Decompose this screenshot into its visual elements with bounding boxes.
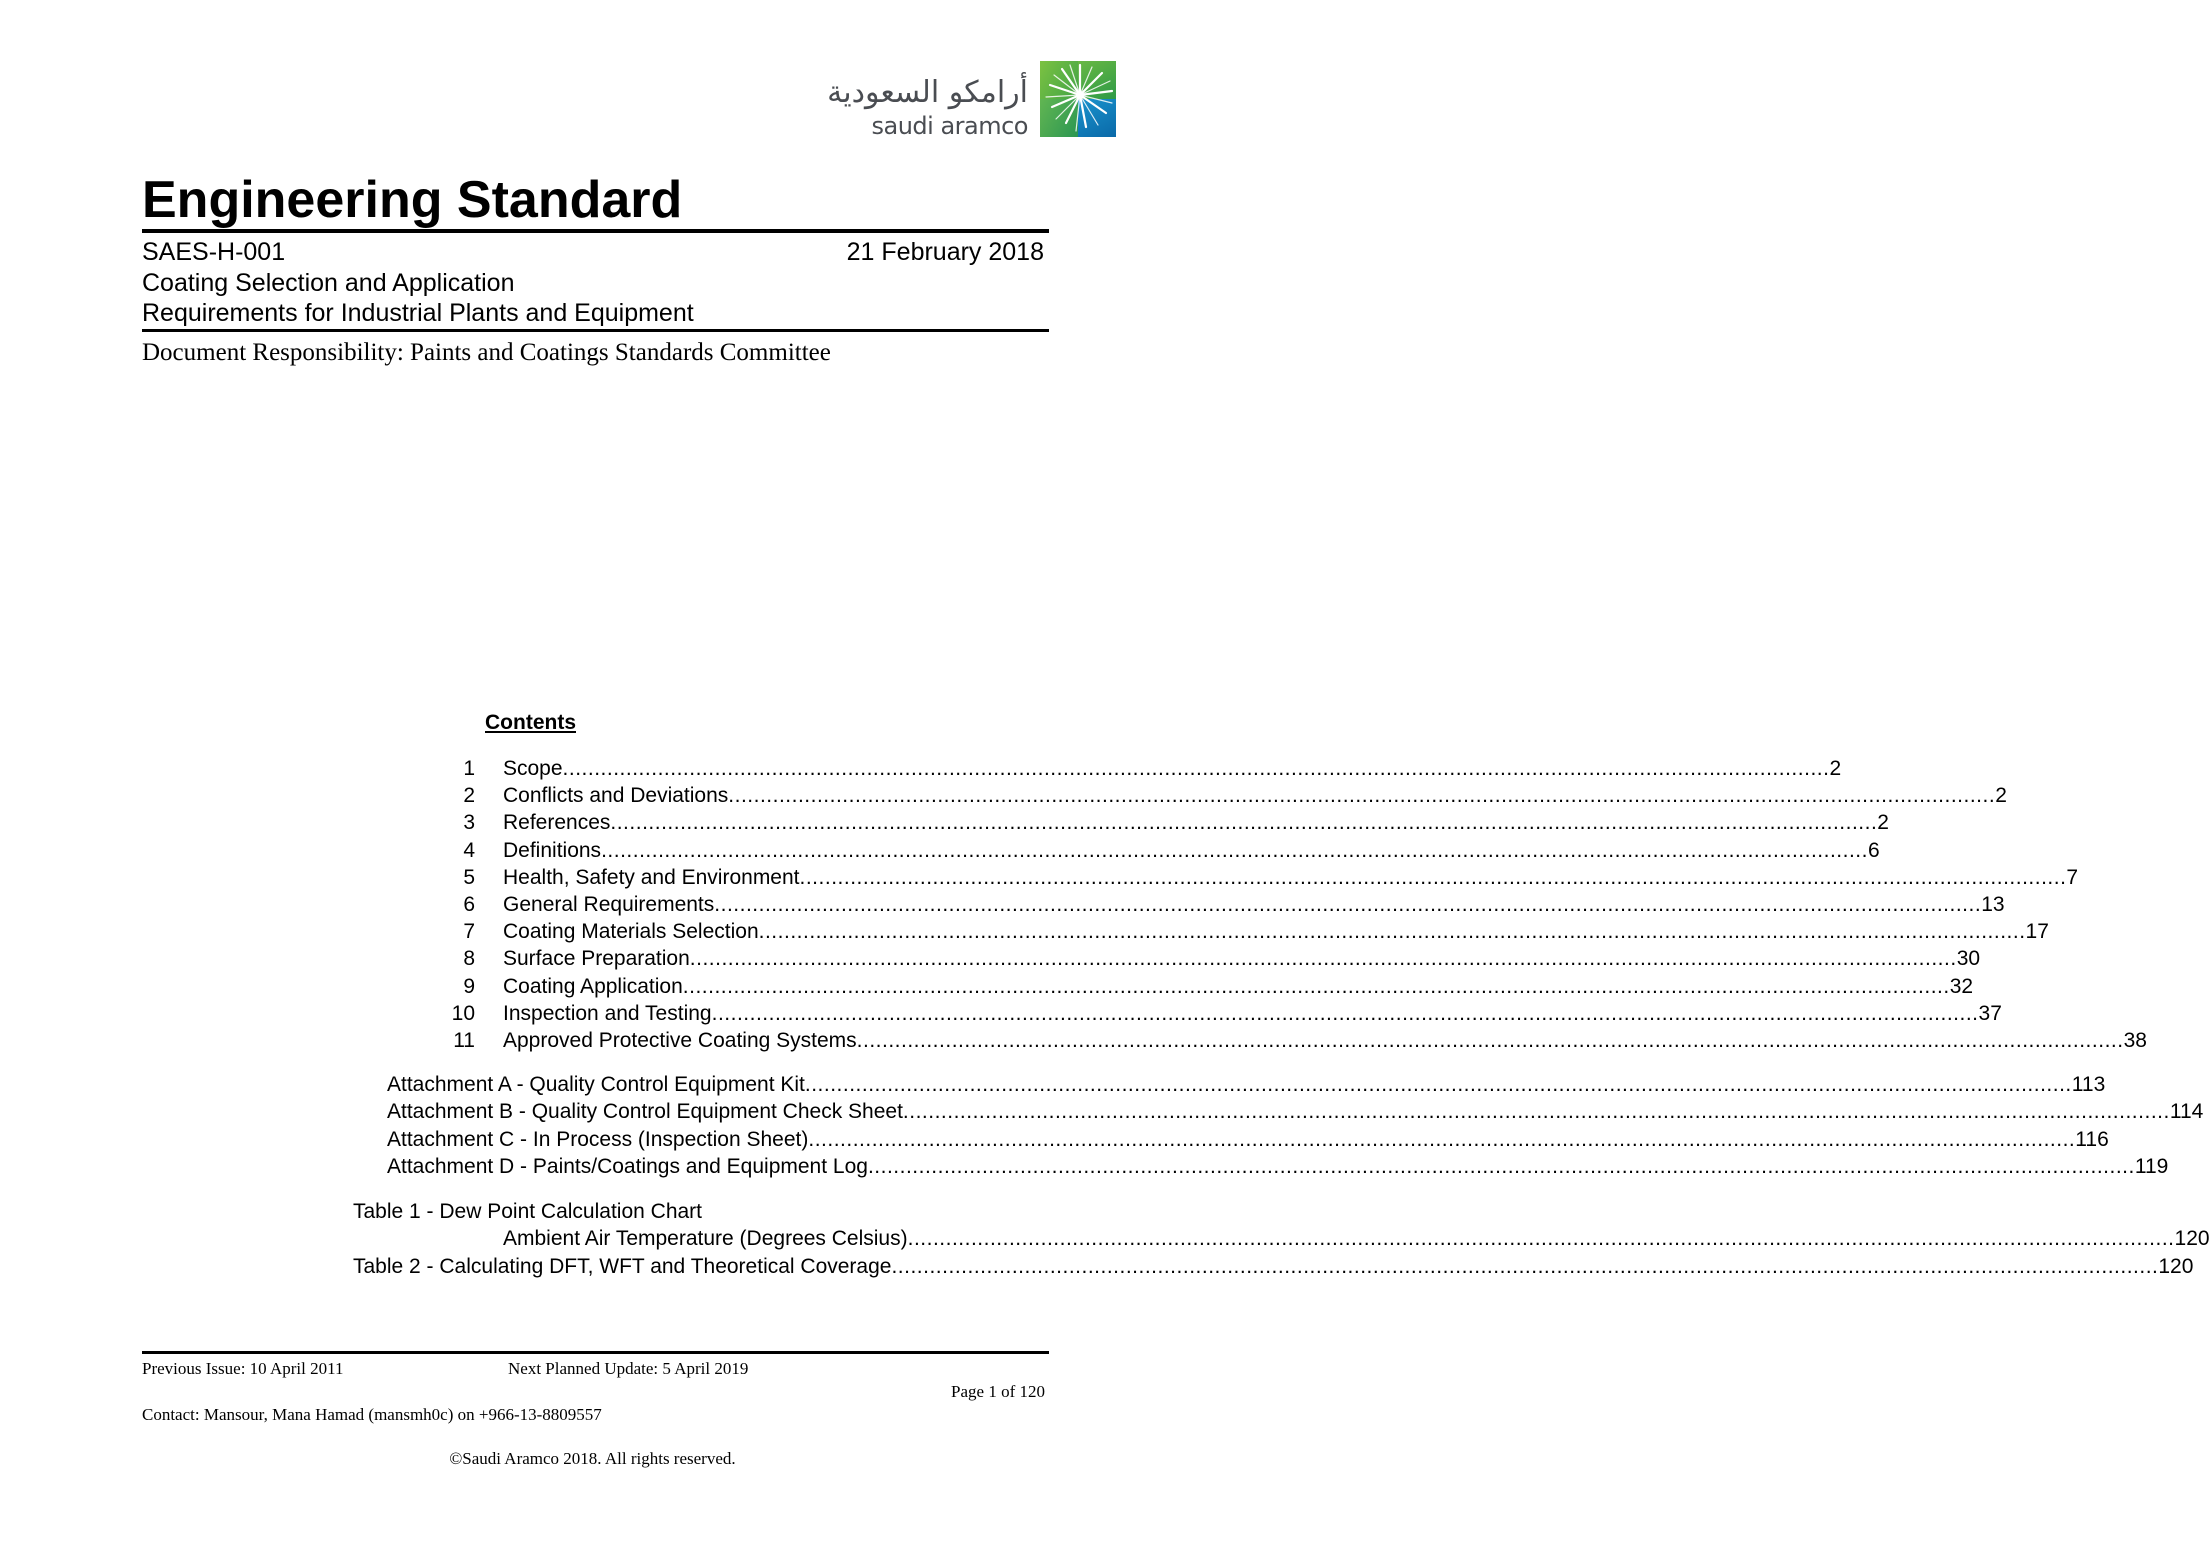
toc-item-page: 38: [2123, 1028, 2147, 1052]
next-planned-update: Next Planned Update: 5 April 2019: [508, 1359, 749, 1378]
table-item[interactable]: [0, 1198, 1200, 1225]
toc-item-number: 1: [463, 757, 475, 780]
footer-rule: [142, 1351, 1049, 1354]
toc-item-title: Scope: [503, 757, 563, 780]
toc-item-number: 2: [463, 784, 475, 808]
attachment-page: 113: [2071, 1073, 2106, 1096]
toc-leader-dots: ........................................................................................................................................................................................................: [907, 1227, 2175, 1251]
toc-item-title: Surface Preparation: [503, 947, 690, 971]
attachment-title: Attachment B - Quality Control Equipment Check Sheet: [387, 1100, 903, 1124]
toc-item[interactable]: [0, 755, 1842, 782]
toc-leader-dots: ........................................................................................................................................................................................................: [804, 1073, 2072, 1096]
contents-heading: Contents: [485, 711, 576, 734]
toc-item[interactable]: [0, 1000, 2002, 1027]
toc-item-page: 7: [2066, 865, 2079, 889]
toc-item-number: 9: [463, 974, 475, 998]
toc-item-title: Definitions: [503, 838, 602, 862]
toc-item-title: Coating Application: [503, 974, 683, 998]
toc-item-page: 30: [1956, 947, 1981, 971]
toc-item-page: 13: [1981, 892, 2005, 916]
toc-item-number: 3: [463, 811, 475, 835]
doc-responsibility: Document Responsibility: Paints and Coatings Standards Committee: [142, 339, 831, 366]
aramco-star-icon: [1040, 61, 1116, 137]
doc-type-heading: Engineering Standard: [142, 171, 683, 229]
logo-arabic-text: أرامكو السعودية: [827, 75, 1028, 110]
toc-item-title: General Requirements: [503, 892, 715, 916]
toc-item[interactable]: [0, 945, 1981, 972]
toc-item-number: 6: [463, 892, 475, 916]
toc-item-page: 6: [1867, 838, 1880, 862]
toc-item-number: 10: [451, 1001, 475, 1025]
toc-item-number: 11: [453, 1028, 475, 1052]
toc-item-title: Conflicts and Deviations: [503, 784, 729, 808]
toc-item-page: 2: [1829, 757, 1842, 780]
toc-item-title: Health, Safety and Environment: [503, 865, 800, 889]
logo-latin-text: saudi aramco: [871, 112, 1028, 140]
table-2-title: Table 2 - Calculating DFT, WFT and Theoretical Coverage: [353, 1254, 892, 1278]
toc-leader-dots: ........................................................................................................................................................................................................: [689, 947, 1957, 971]
toc-item-page: 32: [1949, 974, 1974, 998]
toc-leader-dots: ........................................................................................................................................................................................................: [610, 811, 1878, 835]
header-rule-top: [142, 229, 1049, 233]
toc-leader-dots: ........................................................................................................................................................................................................: [867, 1154, 2135, 1178]
toc-leader-dots: ........................................................................................................................................................................................................: [891, 1254, 2159, 1278]
doc-title-line-2: Requirements for Industrial Plants and Equipment: [142, 299, 694, 327]
toc-item-page: 2: [1877, 811, 1889, 835]
attachment-page: 114: [2169, 1100, 2204, 1124]
toc-item-number: 4: [463, 838, 475, 862]
toc-item[interactable]: [0, 1027, 2147, 1054]
toc-leader-dots: ........................................................................................................................................................................................................: [562, 757, 1830, 780]
toc-item[interactable]: [0, 918, 2049, 945]
table-item[interactable]: [0, 1253, 2194, 1280]
toc-leader-dots: ........................................................................................................................................................................................................: [799, 865, 2067, 889]
toc-leader-dots: ........................................................................................................................................................................................................: [856, 1028, 2124, 1052]
toc-item[interactable]: [0, 782, 2007, 809]
header-rule-bottom: [142, 329, 1049, 332]
toc-item[interactable]: [0, 891, 2005, 918]
table-1-subtitle: Ambient Air Temperature (Degrees Celsius): [503, 1227, 908, 1251]
attachment-title: Attachment A - Quality Control Equipment Kit: [387, 1073, 805, 1096]
contents-attachment-list: [0, 1071, 2204, 1180]
toc-item-title: References: [503, 811, 611, 835]
toc-item-page: 17: [2025, 920, 2049, 944]
attachment-page: 116: [2075, 1127, 2109, 1151]
attachment-item[interactable]: [0, 1071, 2106, 1098]
page-number: Page 1 of 120: [951, 1382, 1045, 1401]
attachment-title: Attachment D - Paints/Coatings and Equipment Log: [387, 1154, 868, 1178]
toc-item[interactable]: [0, 864, 2079, 891]
doc-title-line-1: Coating Selection and Application: [142, 269, 515, 297]
toc-leader-dots: ........................................................................................................................................................................................................: [728, 784, 1996, 808]
contents-table-list: [0, 1198, 2210, 1280]
previous-issue: Previous Issue: 10 April 2011: [142, 1359, 344, 1378]
toc-item[interactable]: [0, 973, 1974, 1000]
toc-item-page: 37: [1978, 1001, 2002, 1025]
toc-leader-dots: ........................................................................................................................................................................................................: [902, 1100, 2170, 1124]
table-2-page: 120: [2158, 1254, 2194, 1278]
toc-item[interactable]: [0, 809, 1889, 836]
toc-item-title: Inspection and Testing: [503, 1001, 712, 1025]
toc-leader-dots: ........................................................................................................................................................................................................: [601, 838, 1868, 862]
toc-leader-dots: ........................................................................................................................................................................................................: [758, 920, 2026, 944]
toc-item[interactable]: [0, 837, 1880, 864]
toc-item-title: Coating Materials Selection: [503, 920, 759, 944]
attachment-item[interactable]: [0, 1126, 2109, 1153]
toc-item-title: Approved Protective Coating Systems: [503, 1028, 857, 1052]
doc-date: 21 February 2018: [846, 238, 1044, 266]
attachment-item[interactable]: [0, 1098, 2204, 1125]
table-item[interactable]: [0, 1225, 2210, 1252]
toc-item-number: 7: [463, 920, 475, 944]
attachment-title: Attachment C - In Process (Inspection Sheet): [387, 1127, 809, 1151]
attachment-item[interactable]: [0, 1153, 2169, 1180]
contents-section-list: [0, 755, 2147, 1054]
toc-item-number: 8: [463, 947, 475, 971]
toc-item-page: 2: [1995, 784, 2007, 808]
toc-item-number: 5: [463, 865, 475, 889]
toc-leader-dots: ........................................................................................................................................................................................................: [711, 1001, 1979, 1025]
toc-leader-dots: ........................................................................................................................................................................................................: [808, 1127, 2076, 1151]
toc-leader-dots: ........................................................................................................................................................................................................: [714, 892, 1982, 916]
copyright-notice: ©Saudi Aramco 2018. All rights reserved.: [449, 1449, 736, 1468]
table-1-page: 120: [2174, 1227, 2210, 1251]
contact-info: Contact: Mansour, Mana Hamad (mansmh0c) on +966-13-8809557: [142, 1405, 602, 1424]
attachment-page: 119: [2134, 1154, 2169, 1178]
toc-leader-dots: ........................................................................................................................................................................................................: [682, 974, 1950, 998]
table-1-title: Table 1 - Dew Point Calculation Chart: [353, 1200, 703, 1223]
doc-number: SAES-H-001: [142, 238, 286, 266]
